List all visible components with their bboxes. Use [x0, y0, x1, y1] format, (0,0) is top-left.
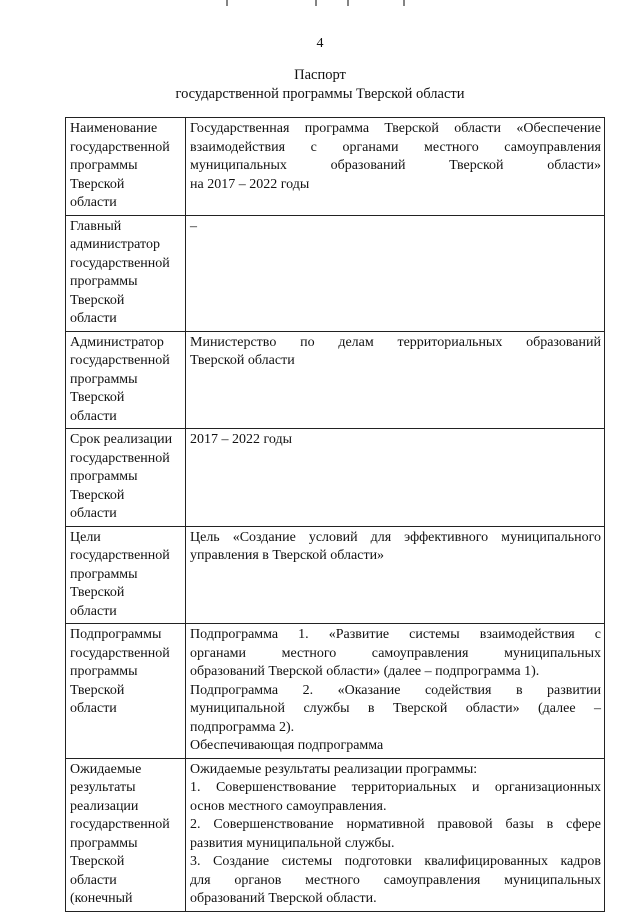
row-label-line: (конечный [70, 891, 133, 906]
table-row [66, 526, 605, 624]
row-label-line: Администратор [70, 334, 164, 350]
row-value-line: основ местного самоуправления. [190, 798, 387, 814]
row-label-line: реализации [70, 798, 139, 814]
row-label-line: Тверской [70, 292, 125, 308]
row-value-line: управления в Тверской области» [190, 548, 385, 563]
row-value-line: Подпрограмма 2. «Оказание содействия в развитии [190, 682, 601, 698]
row-label-line: программы [70, 566, 138, 582]
row-label-line: Наименование [70, 121, 158, 136]
page-number: 4 [316, 36, 324, 51]
title-line-2: государственной программы Тверской области [175, 86, 465, 102]
row-label-line: Тверской [70, 585, 125, 600]
row-value-cell [186, 215, 605, 331]
row-label-line: государственной [70, 353, 170, 368]
program-passport-table [65, 117, 605, 912]
row-label-line: государственной [70, 817, 170, 832]
row-label-line: Цели [70, 529, 101, 545]
row-label-line: области [70, 311, 117, 326]
row-value-line: 3. Создание системы подготовки квалифицированных кадров [190, 854, 601, 869]
row-value-line: 2017 – 2022 годы [190, 432, 293, 447]
title-line-1: Паспорт [294, 67, 346, 83]
row-label-line: государственной [70, 255, 170, 271]
row-label-line: программы [70, 371, 138, 387]
row-label-line: программы [70, 664, 138, 679]
row-label-line: области [70, 603, 117, 619]
table-row [66, 429, 605, 527]
row-value-line: органами местного самоуправления муниципальных [190, 645, 601, 661]
row-label-line: Главный [70, 218, 122, 234]
row-label-line: результаты [70, 780, 136, 795]
row-label-line: области [70, 408, 117, 424]
row-value-line: на 2017 – 2022 годы [190, 176, 310, 192]
row-label-line: Подпрограммы [70, 627, 162, 642]
table-row [66, 624, 605, 759]
row-value-line: образований Тверской области. [190, 891, 377, 906]
row-label-line: области [70, 872, 117, 888]
table-row [66, 331, 605, 429]
row-value-line: 2. Совершенствование нормативной правовой базы в сфере [190, 817, 601, 832]
row-value-line: взаимодействия с органами местного самоуправления [190, 139, 601, 155]
row-value-line: Обеспечивающая подпрограмма [190, 738, 384, 753]
row-label-line: области [70, 701, 117, 716]
row-label-cell [66, 758, 186, 911]
row-value-cell [186, 331, 605, 429]
row-value-line: подпрограмма 2). [190, 719, 295, 735]
row-label-line: программы [70, 835, 138, 851]
row-value-cell [186, 758, 605, 911]
row-value-line: Цель «Создание условий для эффективного муниципального [190, 529, 601, 545]
row-label-line: Тверской [70, 487, 125, 503]
row-label-line: Тверской [70, 682, 125, 698]
row-label-line: Срок реализации [70, 432, 173, 447]
row-value-cell [186, 624, 605, 759]
row-label-line: администратор [70, 237, 160, 252]
row-value-line: для органов местного самоуправления муниципальных [190, 872, 601, 888]
row-value-line: Тверской области [190, 353, 295, 368]
row-label-line: области [70, 506, 117, 521]
row-label-line: государственной [70, 139, 170, 155]
table-row [66, 215, 605, 331]
row-value-line: Подпрограмма 1. «Развитие системы взаимодействия с [190, 627, 601, 642]
row-label-line: Тверской [70, 390, 125, 405]
row-label-line: области [70, 195, 117, 210]
row-value-line: – [190, 218, 197, 234]
row-label-cell [66, 526, 186, 624]
table-row [66, 758, 605, 911]
row-label-line: государственной [70, 548, 170, 563]
row-value-line: образований Тверской области» (далее – подпрограмма 1). [190, 664, 540, 679]
row-value-cell [186, 526, 605, 624]
row-value-line: муниципальных образований Тверской области» [190, 158, 601, 173]
table-row [66, 118, 605, 216]
row-value-line: Министерство по делам территориальных образований [190, 334, 601, 350]
row-value-cell [186, 429, 605, 527]
row-label-cell [66, 118, 186, 216]
row-value-line: Ожидаемые результаты реализации программы: [190, 761, 478, 777]
row-value-cell [186, 118, 605, 216]
row-label-cell [66, 624, 186, 759]
row-value-line: 1. Совершенствование территориальных и организационных [190, 780, 601, 795]
row-label-line: программы [70, 274, 138, 289]
scan-top-marks [0, 0, 640, 12]
row-value-line: развития муниципальной службы. [190, 835, 395, 851]
document-title [0, 66, 640, 104]
row-label-line: Тверской [70, 854, 125, 869]
row-label-line: Ожидаемые [70, 761, 142, 777]
row-value-line: Государственная программа Тверской области «Обеспечение [190, 121, 601, 136]
row-label-line: государственной [70, 450, 170, 466]
row-label-line: государственной [70, 645, 170, 661]
row-label-cell [66, 215, 186, 331]
row-label-line: программы [70, 469, 138, 484]
row-label-line: Тверской [70, 176, 125, 192]
row-label-line: программы [70, 158, 138, 173]
row-value-line: муниципальной службы в Тверской области» (далее – [190, 701, 601, 716]
row-label-cell [66, 331, 186, 429]
row-label-cell [66, 429, 186, 527]
